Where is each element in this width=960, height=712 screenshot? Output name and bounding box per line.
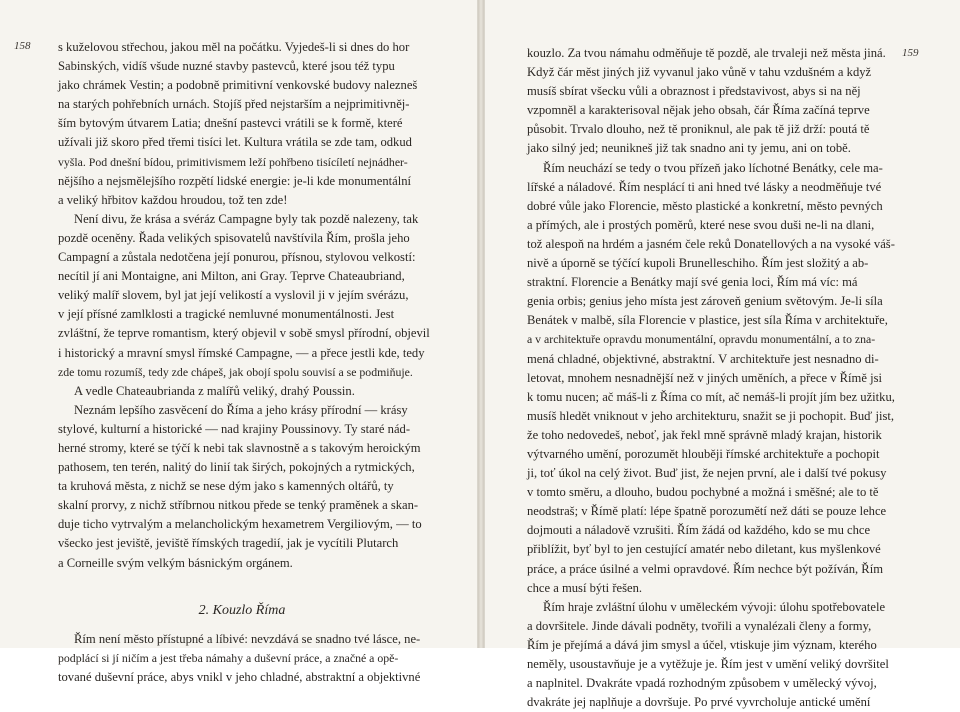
text-line: zde tomu rozumíš, tedy zde chápeš, jak obojí spolu souvisí a se podmiňuje. [58, 364, 413, 379]
text-line: straktní. Florencie a Benátky mají své genia loci, Řím má víc: má [527, 275, 858, 290]
text-line: kouzlo. Za tvou námahu odměňuje tě pozdě, ale trvaleji než města jiná. [527, 46, 886, 60]
text-line: neodstraš; v Římě platí: lépe špatně porozumětí než dáti se pouze lehce [527, 504, 887, 519]
text-line: vzpomněl a karakterisoval nějak jeho obsah, čár Říma začíná teprve [527, 103, 870, 118]
text-line: zvláštní, že teprve romantism, který objevil v sobě smysl přírodní, objevil [58, 326, 430, 341]
text-line: přiblížit, byť byl to jen cestující amatér nebo diletant, kus myšlenkové [527, 542, 881, 557]
text-line: Řím hraje zvláštní úlohu v uměleckém vývoji: úlohu spotřebovatele [543, 599, 886, 614]
text-line: vyšla. Pod dnešní bídou, primitivismem leží pohřbeno tisícíletí nejnádher- [58, 154, 408, 169]
text-line: a přímých, ale i prostých poměrů, které nese svou duši ne-li na dlani, [527, 217, 875, 232]
text-line: duje ticho vytrvalým a melancholickým hexametrem Vergiliovým, — to [58, 517, 422, 532]
text-line: pathosem, ten terén, nalitý do linií tak širých, pokojných a rytmických, [58, 460, 415, 475]
text-line: i historický a mravní smysl římské Campagne, — a přece jestli kde, tedy [58, 345, 425, 360]
text-line: nivě a úporně se týčící kupoli Brunelleschiho. Řím jest složitý a ab- [527, 256, 869, 271]
text-line: Řím není město přístupné a líbivé: nevzdává se snadno tvé lásce, ne- [74, 631, 421, 646]
text-line: s kuželovou střechou, jakou měl na počátku. Vyjedeš-li si dnes do hor [58, 40, 410, 54]
left-page-text [58, 38, 430, 687]
text-line: že toho nedovedeš, neboť, jak řekl mně správně mladý krajan, historik [527, 427, 882, 442]
text-line: nějšího a nejsmělejšího rozpětí lidské energie: je-li kde monumentální [58, 173, 411, 188]
text-line: Když čár měst jiných již vyvanul jako vůně v tahu vzdušném a když [527, 65, 872, 80]
text-line: A vedle Chateaubrianda z malířů veliký, drahý Poussin. [74, 383, 355, 398]
blank-line [58, 573, 430, 592]
text-line: výtvarného umění, porozumět hlouběji římské architektuře a pochopit [527, 446, 880, 461]
text-line: a veliký hřbitov každou hroudou, tož ten zde! [58, 192, 288, 207]
text-line: k tomu nucen; ač máš-li z Říma co mít, ač nemáš-li projít jím bez užitku, [527, 389, 895, 404]
text-line: jako silný jed; neunikneš již tak snadno ani ty jemu, ani on tobě. [527, 141, 851, 156]
right-page-text [527, 44, 895, 712]
text-line: neměly, usoustavňuje je a vytěžuje je. Řím jest v umění veliký dovršitel [527, 657, 889, 671]
text-line: jako chrámek Vestin; a podobně primitivní venkovské budovy nalezneš [58, 78, 418, 93]
text-line: tované duševní práce, abys vnikl v jeho chladné, abstraktní a objektivné [58, 669, 421, 684]
text-line: chce a musí býti řešen. [527, 580, 643, 595]
text-line: skalní prorvy, z nichž stříbrnou nitkou přede se tenký praměnek a skan- [58, 498, 419, 513]
text-line: musíš hledět vniknout v jeho architekturu, snažit se ji pochopit. Buď jist, [527, 408, 895, 423]
text-line: působit. Trvalo dlouho, než tě proniknul, ale pak tě již drží: poutá tě [527, 122, 870, 137]
text-line: veliký malíř slovem, byl jat její velikostí a vyslovil ji v jejím svérázu, [58, 288, 409, 303]
text-line: dobré vůle jako Florencie, město plastické a konkretní, město pevných [527, 198, 883, 213]
text-line: dojmouti a náladově vzrušiti. Řím žádá od každého, kdo se mu chce [527, 523, 871, 538]
left-page-number: 158 [14, 40, 31, 52]
text-line: pozdě oceněny. Řada velikých spisovatelů navštívila Řím, prošla jeho [58, 230, 410, 245]
text-line: genia orbis; genius jeho místa jest zároveň genium světovým. Je-li síla [527, 294, 883, 309]
text-line: Campagní a zůstala nedotčena její ponurou, přísnou, stylovou velkostí: [58, 250, 416, 265]
text-line: necítil jí ani Montaigne, ani Milton, ani Gray. Teprve Chateaubriand, [58, 269, 405, 284]
text-line: herné stromy, které se týčí k nebi tak slavnostně a s takovým heroickým [58, 440, 421, 455]
section-heading: 2. Kouzlo Říma [198, 602, 286, 618]
text-line: Není divu, že krása a svéráz Campagne byly tak pozdě nalezeny, tak [74, 211, 419, 226]
text-line: tož alespoň na hrdém a jasném čele reků Donatellových a na vysoké váš- [527, 236, 895, 251]
text-line: stylové, kulturní a historické — nad krajiny Poussinovy. Ty staré nád- [58, 421, 411, 436]
text-line: všecko jest jeviště, jeviště římských tragedií, jak je vycítili Plutarch [58, 536, 399, 551]
text-line: Řím je přejímá a dává jim smysl a účel, vtiskuje jim význam, kterého [527, 637, 877, 652]
text-line: Neznám lepšího zasvěcení do Říma a jeho krásy přírodní — krásy [74, 402, 408, 417]
text-line: podplácí si jí ničím a jest třeba námahy a duševní práce, a značné a opě- [58, 650, 399, 665]
text-line: Benátek v malbě, síla Florencie v plastice, jest síla Říma v architektuře, [527, 313, 888, 328]
text-line: na starých pohřebních urnách. Stojíš před nejstarším a nejprimitivněj- [58, 97, 410, 112]
text-line: mená chladné, objektivné, abstraktní. V architektuře jest nesnadno di- [527, 351, 879, 366]
text-line: práce, a práce úsilné a velmi opravdové. Řím nechce být požíván, Řím [527, 561, 883, 576]
text-line: a naplnitel. Dvakráte vpadá rozhodným způsobem v umělecký vývoj, [527, 676, 877, 691]
text-line: letovat, mnohem nesnadnější než v jiných uměních, a přece v Římě jsi [527, 370, 882, 385]
text-line: a dovršitele. Jinde dávali podněty, tvořili a vynalézali členy a formy, [527, 618, 872, 633]
text-line: musíš sbírat všecku vůli a obraznost i představivost, abys si na něj [527, 84, 861, 99]
text-line: Řím neuchází se tedy o tvou přízeň jako líchotné Benátky, cele ma- [543, 160, 883, 175]
text-line: a v architektuře opravdu monumentální, opravdu monumentální, a to zna- [527, 332, 876, 347]
text-line: Sabinských, vidíš všude nuzné stavby pastevců, které jsou též typu [58, 59, 395, 74]
text-line: v její přísné zamlklosti a tragické nemluvné monumentálnosti. Jest [58, 307, 395, 322]
text-line: a Corneille svým velkým básnickým orgánem. [58, 555, 293, 570]
text-line: ta kruhová města, z nichž se nese dým jako s kamenných oltářů, ty [58, 479, 394, 494]
text-line: v tomto směru, a dlouho, budou pochybné a možná i směšné; ale to tě [527, 485, 879, 500]
text-line: ším bytovým útvarem Latia; dnešní pastevci vrátili se k formě, které [58, 116, 403, 131]
text-line: ji, toť úkol na celý život. Buď jist, že nejen první, ale i další tvé pokusy [527, 466, 887, 481]
right-page-number: 159 [902, 47, 919, 59]
text-line: dvakráte jej naplňuje a dovršuje. Po prvé vyvrcholuje antické umění [527, 695, 871, 710]
text-line: užívali již skoro před třemi tisíci let. Kultura vrátila se zde tam, odkud [58, 135, 412, 150]
text-line: lířské a náladové. Řím nesplácí ti ani hned tvé lásky a neodměňuje tvé [527, 179, 882, 194]
